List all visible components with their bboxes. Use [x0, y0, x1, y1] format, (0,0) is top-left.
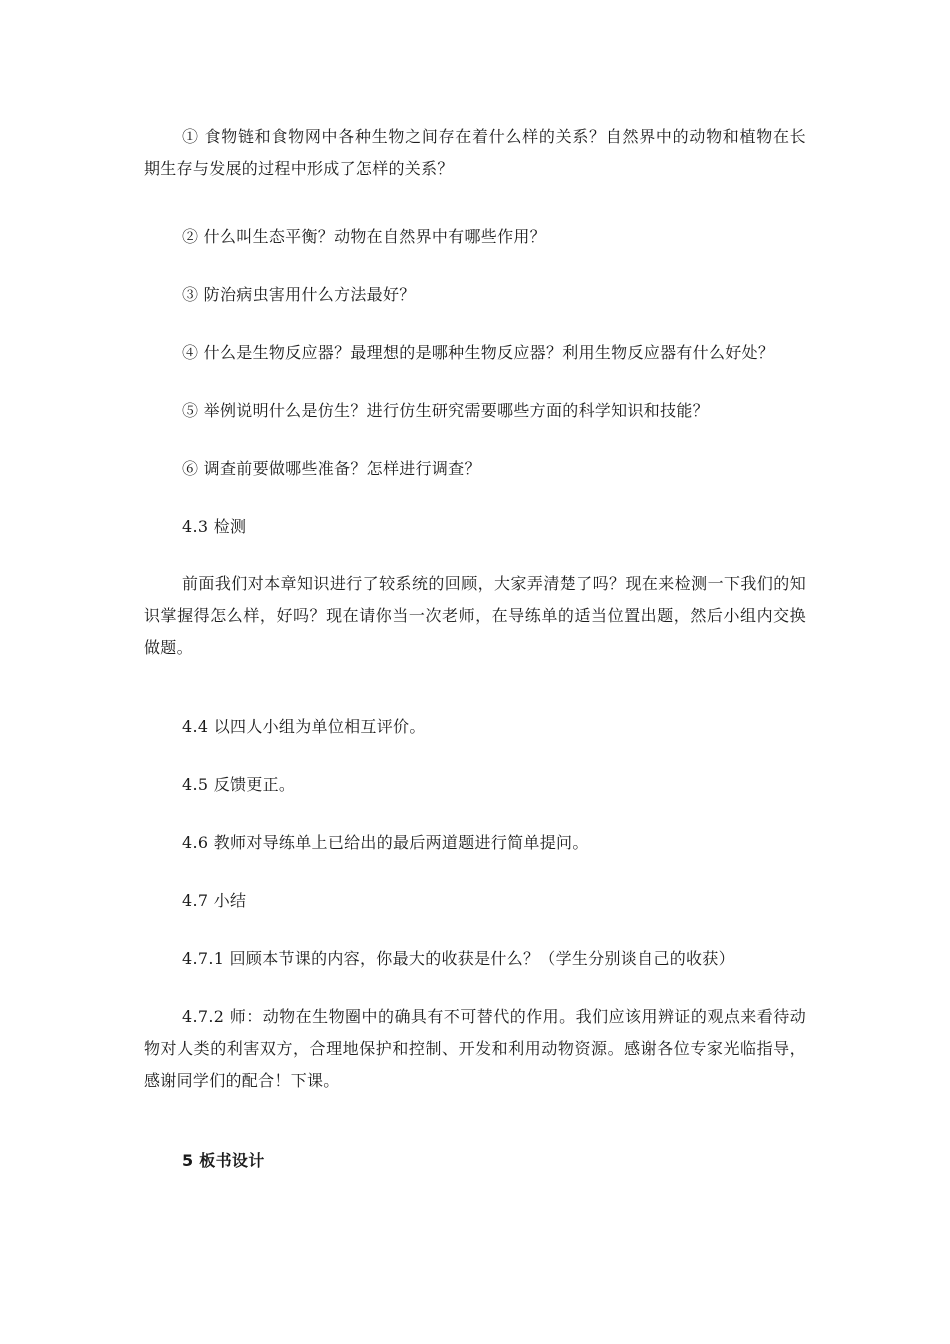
section-4-6: 4.6 教师对导练单上已给出的最后两道题进行简单提问。: [182, 833, 589, 852]
question-4: ④ 什么是生物反应器？最理想的是哪种生物反应器？利用生物反应器有什么好处？: [182, 343, 775, 362]
section-4-3-body: 前面我们对本章知识进行了较系统的回顾，大家弄清楚了吗？现在来检测一下我们的知识掌握得怎么样，好吗？现在请你当一次老师，在导练单的适当位置出题，然后小组内交换做题。: [144, 574, 806, 657]
question-5: ⑤ 举例说明什么是仿生？进行仿生研究需要哪些方面的科学知识和技能？: [182, 401, 709, 420]
section-4-7-1: 4.7.1 回顾本节课的内容，你最大的收获是什么？（学生分别谈自己的收获）: [182, 949, 735, 968]
question-1: ① 食物链和食物网中各种生物之间存在着什么样的关系？自然界中的动物和植物在长期生存与发展的过程中形成了怎样的关系？: [144, 127, 806, 178]
section-5-heading: 5 板书设计: [182, 1151, 265, 1170]
section-4-7-2: 4.7.2 师：动物在生物圈中的确具有不可替代的作用。我们应该用辨证的观点来看待动物对人类的利害双方，合理地保护和控制、开发和利用动物资源。感谢各位专家光临指导，感谢同学们的配合！下课。: [144, 1007, 806, 1090]
section-4-4: 4.4 以四人小组为单位相互评价。: [182, 717, 426, 736]
section-4-7-heading: 4.7 小结: [182, 891, 247, 910]
question-6: ⑥ 调查前要做哪些准备？怎样进行调查？: [182, 459, 481, 478]
question-3: ③ 防治病虫害用什么方法最好？: [182, 285, 416, 304]
section-4-5: 4.5 反馈更正。: [182, 775, 296, 794]
section-4-3-heading: 4.3 检测: [182, 517, 247, 536]
question-2: ② 什么叫生态平衡？动物在自然界中有哪些作用？: [182, 227, 546, 246]
